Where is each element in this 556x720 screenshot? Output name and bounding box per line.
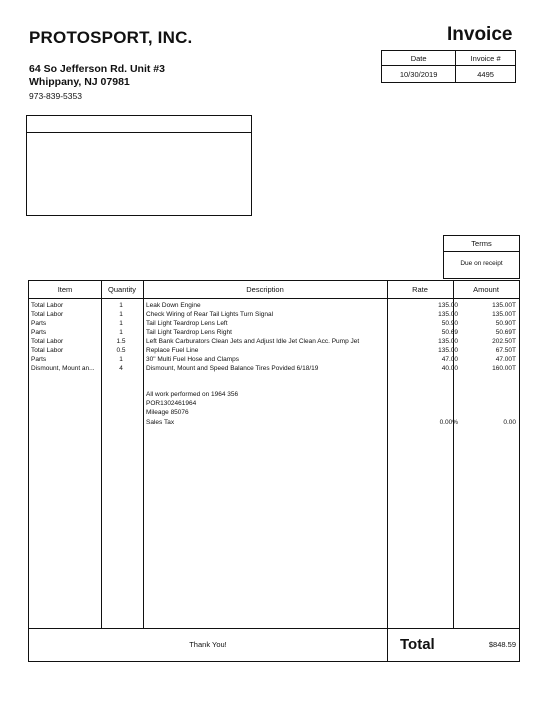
row-description: Tail Light Teardrop Lens Right — [146, 329, 232, 336]
row-item: Parts — [31, 329, 47, 336]
row-quantity: 1.5 — [116, 338, 126, 345]
row-description: Left Bank Carburators Clean Jets and Adjust Idle Jet Clean Acc. Pump Jet — [146, 338, 360, 345]
row-quantity: 0.5 — [116, 347, 126, 354]
row-description: Dismount, Mount and Speed Balance Tires Povided 6/18/19 — [146, 365, 319, 372]
header-description: Description — [246, 285, 284, 294]
invoice-date: 10/30/2019 — [382, 66, 456, 83]
note-text: Mileage 85076 — [146, 409, 189, 416]
company-phone: 973-839-5353 — [29, 91, 82, 101]
table-row — [29, 319, 519, 328]
row-description: Check Wiring of Rear Tail Lights Turn Signal — [146, 311, 274, 318]
table-row — [29, 364, 519, 373]
row-quantity: 4 — [119, 365, 123, 372]
terms-value: Due on receipt — [460, 260, 503, 267]
table-row — [29, 337, 519, 346]
invoice-number-label: Invoice # — [456, 51, 516, 66]
row-item: Total Labor — [31, 338, 64, 345]
total-value: $848.59 — [488, 640, 516, 649]
note-line — [29, 408, 519, 417]
row-item: Parts — [31, 320, 47, 327]
row-description: Tail Light Teardrop Lens Left — [146, 320, 228, 327]
row-amount: 135.00T — [492, 311, 516, 318]
note-line — [29, 390, 519, 399]
sales-tax-amount: 0.00 — [503, 419, 516, 426]
note-text: All work performed on 1964 356 — [146, 391, 239, 398]
terms-label: Terms — [444, 236, 519, 252]
row-item: Parts — [31, 356, 47, 363]
row-item: Total Labor — [31, 311, 64, 318]
row-item: Dismount, Mount an... — [31, 365, 95, 372]
row-quantity: 1 — [119, 311, 123, 318]
row-amount: 160.00T — [492, 365, 516, 372]
sales-tax-label: Sales Tax — [146, 419, 175, 426]
table-row — [29, 301, 519, 310]
sales-tax-rate: 0.00% — [439, 419, 458, 426]
table-row — [29, 310, 519, 319]
sales-tax-row — [29, 418, 519, 427]
row-rate: 40.00 — [441, 365, 458, 372]
header-divider — [29, 298, 519, 299]
date-label: Date — [382, 51, 456, 66]
row-rate: 135.00 — [438, 347, 458, 354]
row-rate: 135.00 — [438, 302, 458, 309]
invoice-number: 4495 — [456, 66, 516, 83]
row-amount: 50.90T — [495, 320, 516, 327]
row-amount: 135.00T — [492, 302, 516, 309]
header-rate: Rate — [412, 285, 428, 294]
row-quantity: 1 — [119, 356, 123, 363]
row-amount: 47.00T — [495, 356, 516, 363]
row-amount: 50.69T — [495, 329, 516, 336]
row-quantity: 1 — [119, 329, 123, 336]
thank-you-message: Thank You! — [189, 640, 227, 649]
note-text: POR1302461964 — [146, 400, 197, 407]
company-address-line1: 64 So Jefferson Rd. Unit #3 — [29, 63, 165, 75]
header-item: Item — [57, 285, 73, 294]
table-row — [29, 328, 519, 337]
row-item: Total Labor — [31, 347, 64, 354]
row-amount: 202.50T — [492, 338, 516, 345]
row-amount: 67.50T — [495, 347, 516, 354]
company-name: PROTOSPORT, INC. — [29, 28, 193, 47]
row-description: 30" Multi Fuel Hose and Clamps — [146, 356, 239, 363]
bill-to-header — [27, 116, 251, 133]
bill-to-box — [26, 115, 252, 216]
table-row — [29, 355, 519, 364]
header-quantity: Quantity — [108, 285, 136, 294]
row-quantity: 1 — [119, 302, 123, 309]
row-quantity: 1 — [119, 320, 123, 327]
document-title: Invoice — [447, 24, 513, 45]
row-description: Replace Fuel Line — [146, 347, 199, 354]
row-rate: 50.69 — [441, 329, 458, 336]
row-description: Leak Down Engine — [146, 302, 201, 309]
row-item: Total Labor — [31, 302, 64, 309]
row-rate: 47.00 — [441, 356, 458, 363]
row-rate: 50.90 — [441, 320, 458, 327]
row-rate: 135.00 — [438, 338, 458, 345]
header-amount: Amount — [473, 285, 499, 294]
note-line — [29, 399, 519, 408]
row-rate: 135.00 — [438, 311, 458, 318]
terms-box — [443, 235, 520, 279]
line-items-table — [28, 280, 520, 662]
company-address-line2: Whippany, NJ 07981 — [29, 76, 130, 88]
total-label: Total — [400, 636, 435, 653]
table-row — [29, 346, 519, 355]
date-invoice-box — [381, 50, 516, 83]
